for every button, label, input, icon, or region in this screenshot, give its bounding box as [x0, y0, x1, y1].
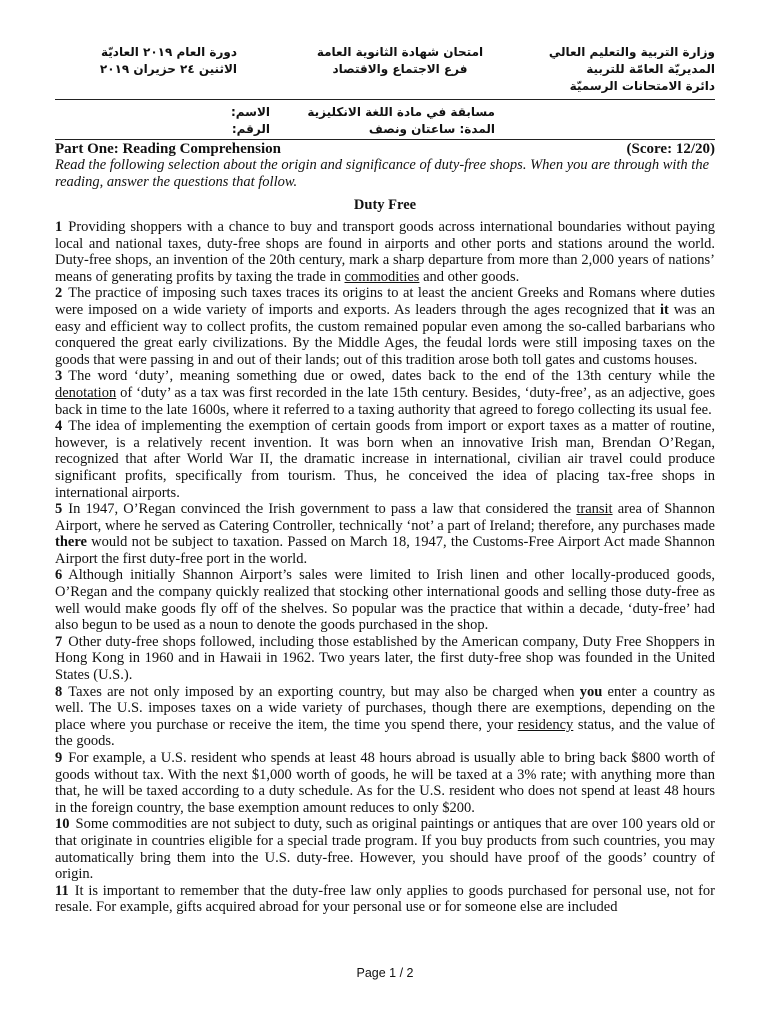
bold-word: it	[659, 301, 669, 318]
header-divider-top	[55, 99, 715, 100]
page-number: Page 1 / 2	[356, 966, 414, 980]
article-paragraph	[55, 684, 715, 750]
paragraph-number: 6	[55, 567, 63, 584]
bold-word: there	[55, 534, 87, 551]
article-title: Duty Free	[353, 197, 417, 213]
article-paragraph	[55, 285, 715, 368]
article-body	[55, 219, 715, 916]
ministry-block	[549, 44, 715, 95]
underlined-word: residency	[517, 716, 574, 733]
paragraph-text: Taxes are not only imposed by an exporting country, but may also be charged when	[68, 683, 580, 700]
exam-duration: المدة: ساعتان ونصف	[368, 122, 495, 136]
ministry-name: وزارة التربية والتعليم العالي	[548, 45, 715, 59]
article-paragraph	[55, 816, 715, 882]
exam-name: امتحان شهادة الثانوية العامة	[316, 45, 484, 59]
candidate-block	[180, 104, 270, 138]
paragraph-number: 5	[55, 501, 63, 518]
paragraph-text: It is important to remember that the duty-free law only applies to goods purchased for personal use, not for resale. For example, gifts acquired abroad for your personal use or for someone else are included	[55, 882, 715, 916]
session-date: الاثنين ٢٤ حزيران ٢٠١٩	[99, 62, 237, 76]
paragraph-number: 9	[55, 750, 63, 766]
underlined-word: transit	[576, 501, 613, 518]
exam-title-block	[300, 44, 500, 78]
paragraph-text: Providing shoppers with a chance to buy and transport goods across international boundaries without paying local and national taxes, duty-free shops are found in airports and other ports and stations around the world. Duty-free shops, an invention of the 20th century, mark a sharp departure from more than 2,000 years of nations’ means of generating profits by taxing the trade in	[55, 219, 715, 285]
article-paragraph	[55, 418, 715, 501]
paragraph-number: 10	[55, 816, 70, 833]
article-paragraph	[55, 368, 715, 418]
article-paragraph	[55, 501, 715, 567]
paragraph-text: of ‘duty’ as a tax was first recorded in the late 15th century. Besides, ‘duty-free’, as an adjective, goes back in time to the late 1600s, where it referred to a taxing authority that agreed to forego collecting its usual fee.	[55, 384, 715, 418]
paragraph-text: In 1947, O’Regan convinced the Irish government to pass a law that considered the	[68, 501, 577, 518]
part-instructions: Read the following selection about the origin and significance of duty-free shops. When you are through with the reading, answer the questions that follow.	[55, 157, 710, 190]
paragraph-text: was an easy and efficient way to collect profits, the custom remained popular even among the so-called barbarians who conquered the great early civilizations. By the Middle Ages, the feudal lords were still imposing taxes on the goods that were passing in and out of their lands; out of this tradition arose both toll gates and customs houses.	[55, 301, 715, 368]
paragraph-text: would not be subject to taxation. Passed on March 18, 1947, the Customs-Free Airport Act made Shannon Airport the first duty-free port in the world.	[55, 534, 715, 567]
paragraph-text: area of Shannon Airport, where he served as Catering Controller, technically ‘not’ a part of Ireland; therefore, any purchases made	[55, 501, 715, 534]
paragraph-text: and other goods.	[419, 268, 520, 285]
paragraph-text: The practice of imposing such taxes traces its origins to at least the ancient Greeks and Romans where duties were imposed on a wide variety of imports and exports. As leaders through the ages recognized that	[55, 285, 715, 318]
session-block	[62, 44, 237, 78]
paragraph-number: 4	[55, 418, 63, 435]
bold-word: you	[579, 683, 603, 700]
article-paragraph	[55, 219, 715, 285]
exam-branch: فرع الاجتماع والاقتصاد	[332, 62, 468, 76]
part-title: Part One: Reading Comprehension	[55, 141, 281, 157]
paragraph-text: The word ‘duty’, meaning something due or owed, dates back to the end of the 13th century while the	[68, 368, 715, 385]
paragraph-text: Although initially Shannon Airport’s sales were limited to Irish linen and other locally-produced goods, O’Regan and the company quickly realized that stocking other international goods and selling those duty-free as well would make goods fly off of the shelves. So popular was the practice that within a decade, ‘duty-free’ had also begun to be used as a noun to denote the goods purchased in the shop.	[55, 567, 715, 634]
underlined-word: denotation	[55, 384, 117, 401]
part-heading	[55, 140, 715, 158]
paragraph-text: Other duty-free shops followed, including those established by the American company, Duty Free Shoppers in Hong Kong in 1960 and in Hawaii in 1962. Two years later, the first duty-free shop was founded in the United States (U.S.).	[55, 633, 715, 684]
paragraph-number: 1	[55, 219, 63, 235]
paragraph-text: For example, a U.S. resident who spends at least 48 hours abroad is usually able to bring back $800 worth of goods without tax. With the next $1,000 worth of goods, he will be taxed at a 3% rate; with anything more than that, he will be taxed according to a duty schedule. As for the U.S. resident who does not spend at least 48 hours in the foreign country, the base exemption amount reduces to only $200.	[55, 750, 715, 816]
article-paragraph	[55, 567, 715, 633]
paragraph-number: 7	[55, 633, 63, 650]
article-paragraph	[55, 634, 715, 684]
article-paragraph	[55, 750, 715, 816]
number-label: الرقم:	[231, 122, 270, 136]
part-score: (Score: 12/20)	[626, 141, 715, 157]
paragraph-number: 8	[55, 683, 63, 700]
subject-block	[290, 104, 495, 138]
name-label: الاسم:	[230, 105, 270, 119]
subject-title: مسابقة في مادة اللغة الانكليزية	[307, 105, 495, 119]
paragraph-text: status, and the value of the goods.	[55, 716, 715, 750]
paragraph-number: 3	[55, 368, 63, 385]
paragraph-text: The idea of implementing the exemption of certain goods from import or export taxes as a matter of routine, however, is a relatively recent invention. It was born when an innovative Irish man, Brendan O’Regan, recognized that after World War II, the dramatic increase in international, civilian air travel could produce significant profits, specifically from tourism. Thus, he conceived the idea of placing tax-free shops in international airports.	[55, 418, 715, 501]
underlined-word: commodities	[344, 268, 420, 285]
paragraph-number: 2	[55, 285, 63, 302]
session-year: دورة العام ٢٠١٩ العاديّة	[101, 45, 237, 59]
directorate-name: المديريّة العامّة للتربية	[586, 62, 715, 76]
paragraph-number: 11	[55, 882, 69, 899]
article-paragraph	[55, 883, 715, 916]
paragraph-text: enter a country as well. The U.S. imposes taxes on a wide variety of purchases, though there are exemptions, depending on the place where you purchase or receive the item, the time you spend there, your	[55, 683, 715, 733]
exams-department: دائرة الامتحانات الرسميّة	[569, 79, 715, 93]
paragraph-text: Some commodities are not subject to duty, such as original paintings or antiques that are over 100 years old or that originate in countries eligible for a special trade program. If you buy products from such countries, you may automatically bring them into the U.S. duty-free. However, you should have proof of the goods’ country of origin.	[55, 816, 715, 883]
